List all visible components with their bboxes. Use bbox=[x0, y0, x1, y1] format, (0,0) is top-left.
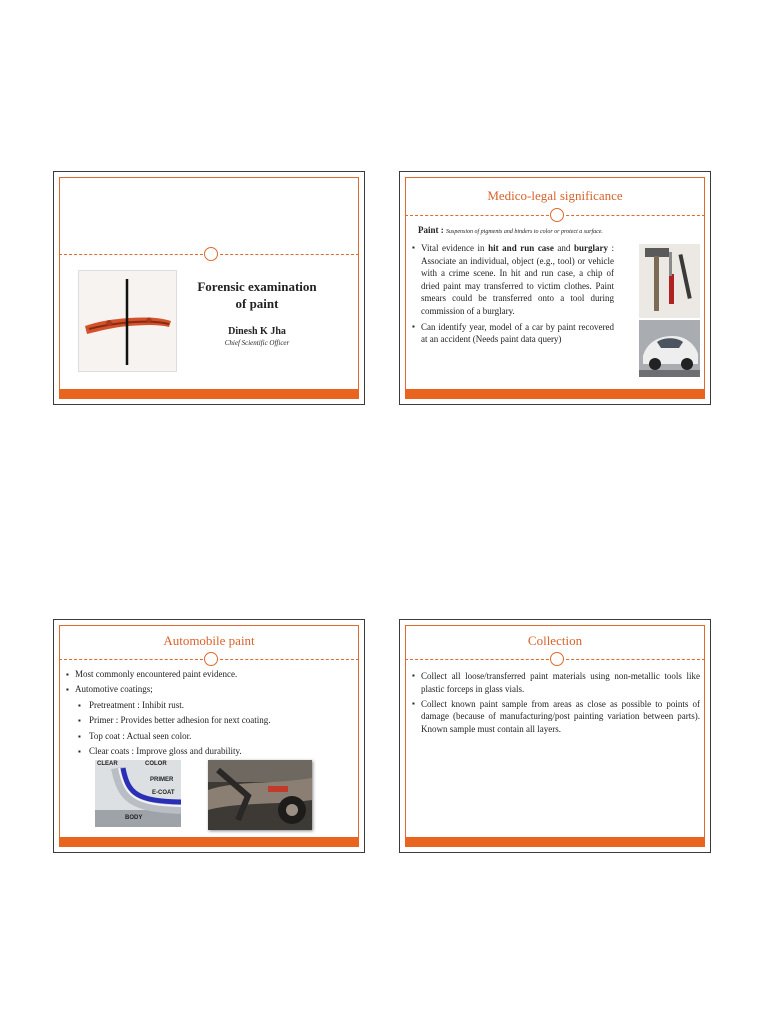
footer-bar bbox=[405, 837, 705, 847]
list-item: ▪ Automotive coatings; bbox=[66, 682, 351, 697]
list-item: ▪ Collect all loose/transferred paint materials using non-metallic tools like plastic forceps in glass vials. bbox=[412, 670, 700, 696]
slide-title: Automobile paint bbox=[163, 633, 255, 648]
slide-collection bbox=[399, 619, 711, 853]
list-item bbox=[412, 242, 614, 318]
presentation-title-line2: of paint bbox=[235, 296, 279, 311]
author-role: Chief Scientific Officer bbox=[224, 339, 290, 347]
author-name: Dinesh K Jha bbox=[228, 326, 286, 337]
car-photo bbox=[639, 320, 700, 377]
paint-definition bbox=[418, 225, 698, 235]
bullet-list bbox=[66, 667, 351, 697]
bullet-list bbox=[412, 242, 614, 346]
list-item: ▪ Collect known paint sample from areas as close as possible to points of damage (because of manufacturing/post painting variation between parts). Known sample must contain all layers. bbox=[412, 698, 700, 736]
footer-bar bbox=[405, 389, 705, 399]
label-primer: PRIMER bbox=[150, 777, 174, 783]
list-item: ▪ Most commonly encountered paint evidence. bbox=[66, 667, 351, 682]
divider-circle bbox=[204, 247, 218, 261]
slide-title: Medico-legal significance bbox=[487, 188, 623, 203]
list-item: ▪ Clear coats : Improve gloss and durability. bbox=[78, 744, 338, 759]
label-body: BODY bbox=[125, 815, 143, 821]
bullet-bold-text: burglary bbox=[573, 243, 608, 253]
list-item: ▪ Can identify year, model of a car by paint recovered at an accident (Needs paint data query) bbox=[412, 321, 614, 346]
divider-circle bbox=[550, 652, 564, 666]
car-paint-photo bbox=[208, 760, 312, 830]
presentation-title-line1: Forensic examination bbox=[197, 279, 317, 294]
title-block bbox=[182, 278, 332, 347]
footer-bar bbox=[59, 837, 359, 847]
list-item: ▪ Primer : Provides better adhesion for next coating. bbox=[78, 713, 338, 728]
paint-layers-diagram bbox=[95, 760, 181, 827]
definition-text: Suspension of pigments and binders to color or protect a surface. bbox=[446, 229, 603, 235]
label-clear: CLEAR bbox=[97, 761, 118, 767]
slide-medico-legal bbox=[399, 171, 711, 405]
label-color: COLOR bbox=[145, 761, 167, 767]
sub-bullet-list bbox=[68, 698, 338, 759]
bullet-list bbox=[412, 670, 700, 736]
slide-title bbox=[53, 171, 365, 405]
slide-automobile-paint bbox=[53, 619, 365, 853]
tools-photo bbox=[639, 244, 700, 318]
bullet-text: and bbox=[557, 243, 571, 253]
bullet-bold-text: hit and run case bbox=[488, 243, 554, 253]
footer-bar bbox=[59, 389, 359, 399]
list-item: ▪ Pretreatment : Inhibit rust. bbox=[78, 698, 338, 713]
divider-circle bbox=[550, 208, 564, 222]
paint-chip-photo bbox=[78, 270, 177, 372]
bullet-text: : Associate an individual, object (e.g., tool) or vehicle with a crime scene. In hit and run case, a chip of dried paint may transferred to victim clothes. Paint smears could be transferred onto a tool during commission of a burglary. bbox=[421, 243, 615, 316]
label-ecoat: E-COAT bbox=[152, 790, 175, 796]
bullet-text: Vital evidence in bbox=[421, 243, 485, 253]
list-item: ▪ Top coat : Actual seen color. bbox=[78, 729, 338, 744]
slide-title: Collection bbox=[527, 633, 583, 648]
definition-term: Paint : bbox=[418, 225, 444, 235]
divider-circle bbox=[204, 652, 218, 666]
